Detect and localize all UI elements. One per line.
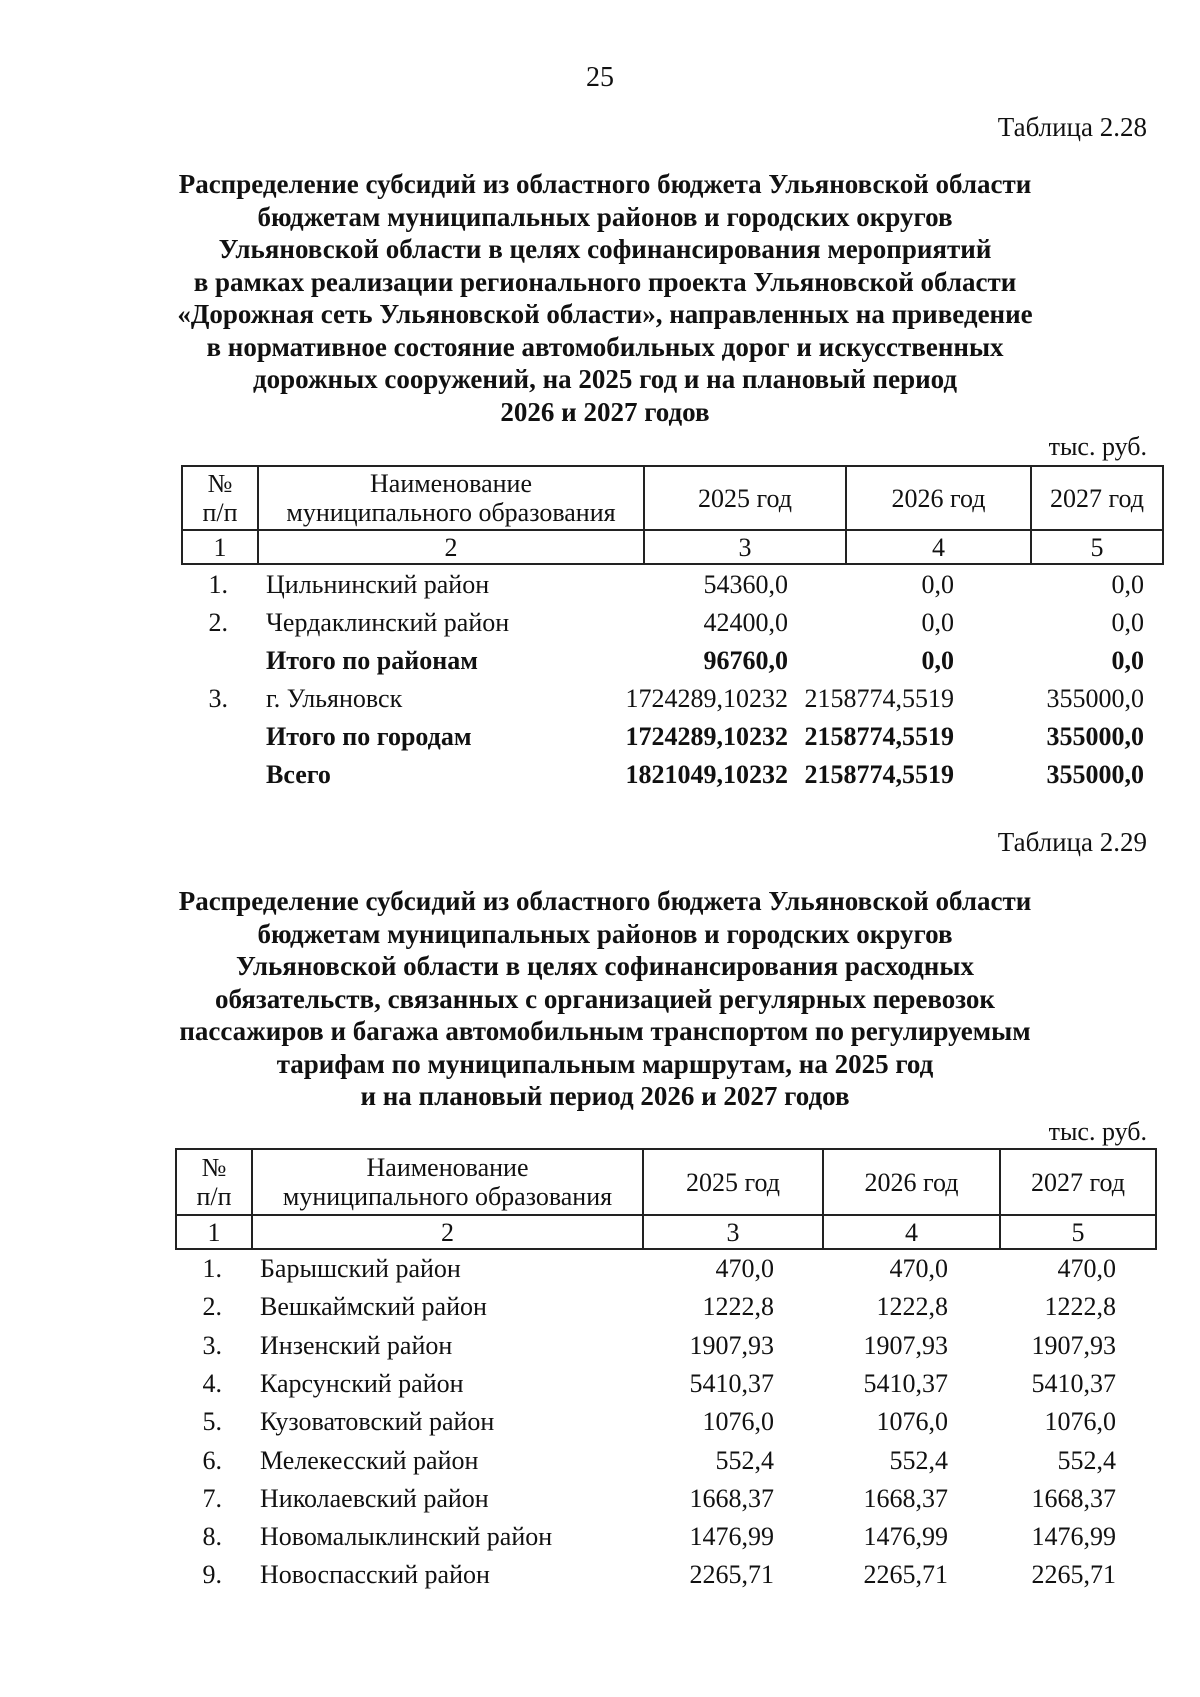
value-2026: 2158774,5519 [804,760,954,789]
header-2025: 2025 год [644,466,846,530]
value-2026: 5410,37 [863,1368,948,1398]
row-number: 8. [202,1522,222,1552]
value-2027: 355000,0 [1046,760,1144,789]
row-name: Барышский район [260,1254,461,1283]
row-number: 3. [202,1330,222,1360]
value-2026: 2265,71 [863,1560,948,1590]
value-2025: 96760,0 [703,646,788,675]
table-row [0,760,1200,796]
value-2026: 1076,0 [876,1407,948,1437]
table-229-units: тыс. руб. [1048,1117,1147,1146]
title-line: «Дорожная сеть Ульяновской области», направленных на приведение [177,299,1033,329]
col-number: 2 [252,1215,643,1249]
value-2025: 5410,37 [689,1368,774,1398]
row-name: Инзенский район [260,1330,453,1360]
value-2026: 2158774,5519 [804,684,954,713]
value-2027: 2265,71 [1031,1560,1116,1590]
col-number: 5 [1000,1215,1156,1249]
row-name: Новомалыклинский район [260,1522,553,1552]
table-228-title [175,168,1035,428]
col-number: 3 [643,1215,823,1249]
value-2025: 1907,93 [689,1330,774,1360]
title-line: пассажиров и багажа автомобильным транспортом по регулируемым [179,1016,1031,1046]
table-row [0,1522,1200,1558]
table-row [0,646,1200,682]
value-2026: 1222,8 [876,1292,948,1322]
value-2025: 552,4 [715,1445,774,1475]
header-no: № п/п [176,1149,252,1215]
row-number: 9. [202,1560,222,1590]
table-228-units: тыс. руб. [1048,432,1147,461]
header-name: Наименование муниципального образования [258,466,644,530]
title-line: в рамках реализации регионального проекта Ульяновской области [193,266,1017,297]
value-2025: 1724289,10232 [625,722,788,751]
col-number: 4 [823,1215,1000,1249]
table-row [0,1369,1200,1405]
row-name: Карсунский район [260,1368,464,1398]
table-row [0,1331,1200,1367]
value-2027: 1076,0 [1044,1407,1116,1437]
table-row [0,1484,1200,1520]
value-2026: 1668,37 [863,1483,948,1513]
row-number: 5. [202,1407,222,1437]
table-row [0,684,1200,720]
header-no: № п/п [182,466,258,530]
title-line: обязательств, связанных с организацией регулярных перевозок [214,983,995,1014]
row-number: 6. [202,1445,222,1475]
row-name: Цильнинский район [266,570,490,599]
title-line: в нормативное состояние автомобильных дорог и искусственных [206,331,1004,362]
title-line: дорожных сооружений, на 2025 год и на плановый период [252,364,958,394]
row-name: Николаевский район [260,1483,489,1513]
value-2026: 1476,99 [863,1522,948,1552]
table-row [0,1292,1200,1328]
value-2026: 552,4 [889,1445,948,1475]
col-number: 2 [258,530,644,564]
value-2025: 1222,8 [702,1292,774,1322]
row-name: Всего [266,760,331,789]
row-number: 7. [202,1483,222,1513]
value-2027: 355000,0 [1046,722,1144,751]
value-2025: 42400,0 [703,608,788,637]
table-229-title [175,885,1035,1113]
row-name: г. Ульяновск [266,684,403,713]
col-number: 5 [1031,530,1163,564]
value-2026: 1907,93 [863,1330,948,1360]
row-name: Чердаклинский район [266,608,510,637]
row-name: Вешкаймский район [260,1292,487,1322]
value-2027: 355000,0 [1046,684,1144,713]
col-number: 3 [644,530,846,564]
row-number: 2. [202,1292,222,1322]
row-name: Итого по районам [266,646,478,675]
value-2025: 470,0 [715,1254,774,1283]
table-228-header [181,465,1164,565]
row-name: Мелекесский район [260,1445,479,1475]
value-2025: 1076,0 [702,1407,774,1437]
value-2027: 1222,8 [1044,1292,1116,1322]
title-line: Ульяновской области в целях софинансирования расходных [236,951,974,981]
title-line: 2026 и 2027 годов [500,396,710,427]
value-2027: 470,0 [1057,1254,1116,1283]
title-line: бюджетам муниципальных районов и городских округов [257,918,953,949]
row-number: 2. [208,608,228,637]
value-2026: 0,0 [921,570,954,599]
value-2025: 1476,99 [689,1522,774,1552]
table-229-header [175,1148,1157,1250]
col-number: 1 [182,530,258,564]
value-2026: 2158774,5519 [804,722,954,751]
header-2026: 2026 год [846,466,1031,530]
row-number: 4. [202,1368,222,1398]
value-2026: 0,0 [921,646,954,675]
value-2027: 552,4 [1057,1445,1116,1475]
title-line: тарифам по муниципальным маршрутам, на 2025 год [276,1048,934,1079]
header-2027: 2027 год [1031,466,1163,530]
title-line: и на плановый период 2026 и 2027 годов [360,1081,850,1111]
table-row [0,1446,1200,1482]
title-line: Распределение субсидий из областного бюджета Ульяновской области [178,886,1032,916]
value-2025: 1724289,10232 [625,684,788,713]
header-2026: 2026 год [823,1149,1000,1215]
row-number: 1. [202,1254,222,1283]
value-2027: 0,0 [1111,608,1144,637]
value-2027: 0,0 [1111,570,1144,599]
row-name: Итого по городам [266,722,472,751]
table-row [0,570,1200,606]
value-2025: 54360,0 [703,570,788,599]
header-name: Наименование муниципального образования [252,1149,643,1215]
header-2025: 2025 год [643,1149,823,1215]
row-name: Кузоватовский район [260,1407,495,1437]
table-row [0,722,1200,758]
page-number: 25 [586,62,614,93]
col-number: 1 [176,1215,252,1249]
value-2027: 5410,37 [1031,1368,1116,1398]
col-number: 4 [846,530,1031,564]
value-2027: 1907,93 [1031,1330,1116,1360]
row-name: Новоспасский район [260,1560,490,1590]
title-line: бюджетам муниципальных районов и городских округов [257,201,953,232]
table-228-label: Таблица 2.28 [997,112,1147,142]
table-row [0,608,1200,644]
value-2025: 1821049,10232 [625,760,788,789]
value-2027: 1476,99 [1031,1522,1116,1552]
table-row [0,1560,1200,1596]
header-2027: 2027 год [1000,1149,1156,1215]
value-2027: 1668,37 [1031,1483,1116,1513]
value-2025: 2265,71 [689,1560,774,1590]
value-2026: 0,0 [921,608,954,637]
title-line: Ульяновской области в целях софинансирования мероприятий [218,234,992,264]
table-229-label: Таблица 2.29 [997,827,1147,857]
value-2025: 1668,37 [689,1483,774,1513]
title-line: Распределение субсидий из областного бюджета Ульяновской области [178,169,1032,199]
table-row [0,1254,1200,1290]
row-number: 1. [208,570,228,599]
row-number: 3. [208,684,228,713]
value-2027: 0,0 [1111,646,1144,675]
table-row [0,1407,1200,1443]
value-2026: 470,0 [889,1254,948,1283]
